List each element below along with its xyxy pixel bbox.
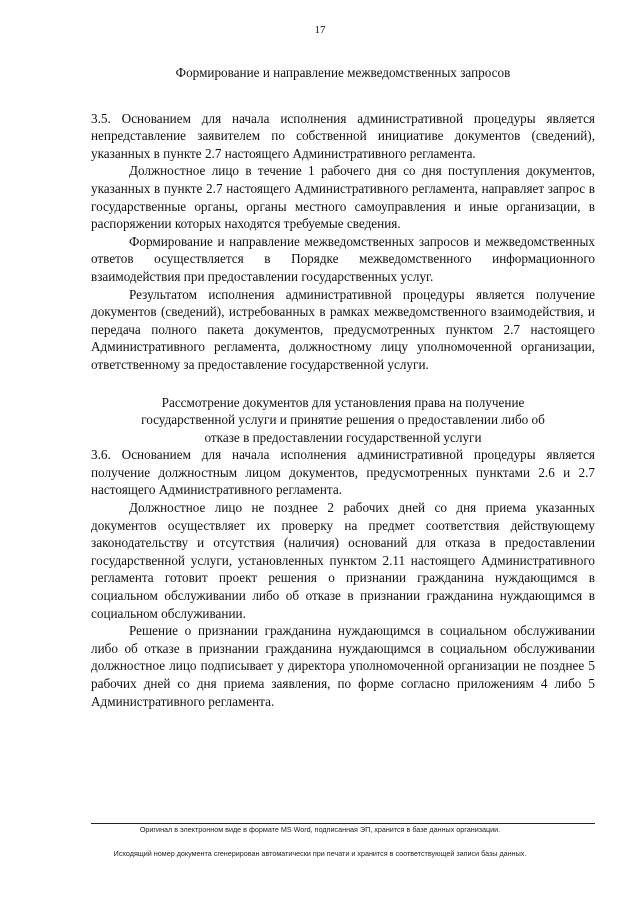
section-heading-review-line-3: отказе в предоставлении государственной услуги — [204, 429, 482, 445]
section-heading-requests: Формирование и направление межведомственных запросов — [175, 65, 511, 80]
paragraph-3-6: 3.6. Основанием для начала исполнения административной процедуры является получение должностным лицом документов, предусмотренных пунктами 2.6 и 2.7 настоящего Административного регламента. — [91, 447, 595, 498]
footer-number-note: Исходящий номер документа сгенерирован автоматически при печати и хранится в соответствующей записи базы данных. — [113, 849, 527, 858]
paragraph-procedure-result: Результатом исполнения административной процедуры является получение документов (сведений), истребованных в рамках межведомственного взаимодействия, и передача полного пакета документов, предусмотренных пунктом 2.7 настоящего Административного регламента, должностному лицу уполномоченной организации, ответственному за предоставление государственной услуги. — [91, 286, 595, 372]
document-body — [91, 64, 595, 710]
section-heading-review-line-2: государственной услуги и принятие решения о предоставлении либо об — [141, 412, 545, 428]
section-heading-review-line-1: Рассмотрение документов для установления права на получение — [161, 394, 525, 410]
paragraph-document-check: Должностное лицо не позднее 2 рабочих дней со дня приема указанных документов осуществляет их проверку на предмет соответствия действующему законодательству и отсутствия (наличия) оснований для отказа в предоставлении государственной услуги, установленных пунктом 2.11 настоящего Административного регламента готовит проект решения о признании гражданина нуждающимся в социальном обслуживании либо об отказе в признании гражданина нуждающимся в социальном обслуживании. — [91, 500, 595, 621]
paragraph-official-request: Должностное лицо в течение 1 рабочего дня со дня поступления документов, указанных в пункте 2.7 настоящего Административного регламента, направляет запрос в государственные органы, органы местного самоуправления и иные организации, в распоряжении которых находятся требуемые сведения. — [91, 163, 595, 232]
paragraph-decision-signing: Решение о признании гражданина нуждающимся в социальном обслуживании либо об отказе в признании гражданина нуждающимся в социальном обслуживании должностное лицо подписывает у директора уполномоченной организации не позднее 5 рабочих дней со дня приема заявления, по форме согласно приложениям 4 либо 5 Административного регламента. — [91, 623, 595, 709]
footer-original-note: Оригинал в электронном виде в формате MS Word, подписанная ЭП, хранится в базе данных организации. — [139, 825, 501, 834]
footer-divider — [91, 823, 595, 824]
paragraph-3-5: 3.5. Основанием для начала исполнения административной процедуры является непредставление заявителем по собственной инициативе документов (сведений), указанных в пункте 2.7 настоящего Административного регламента. — [91, 110, 595, 161]
section-heading-review — [91, 394, 595, 447]
page-number: 17 — [314, 24, 326, 36]
paragraph-interagency-order: Формирование и направление межведомственных запросов и межведомственных ответов осуществляется в Порядке межведомственного информационного взаимодействия при предоставлении государственных услуг. — [91, 233, 595, 284]
